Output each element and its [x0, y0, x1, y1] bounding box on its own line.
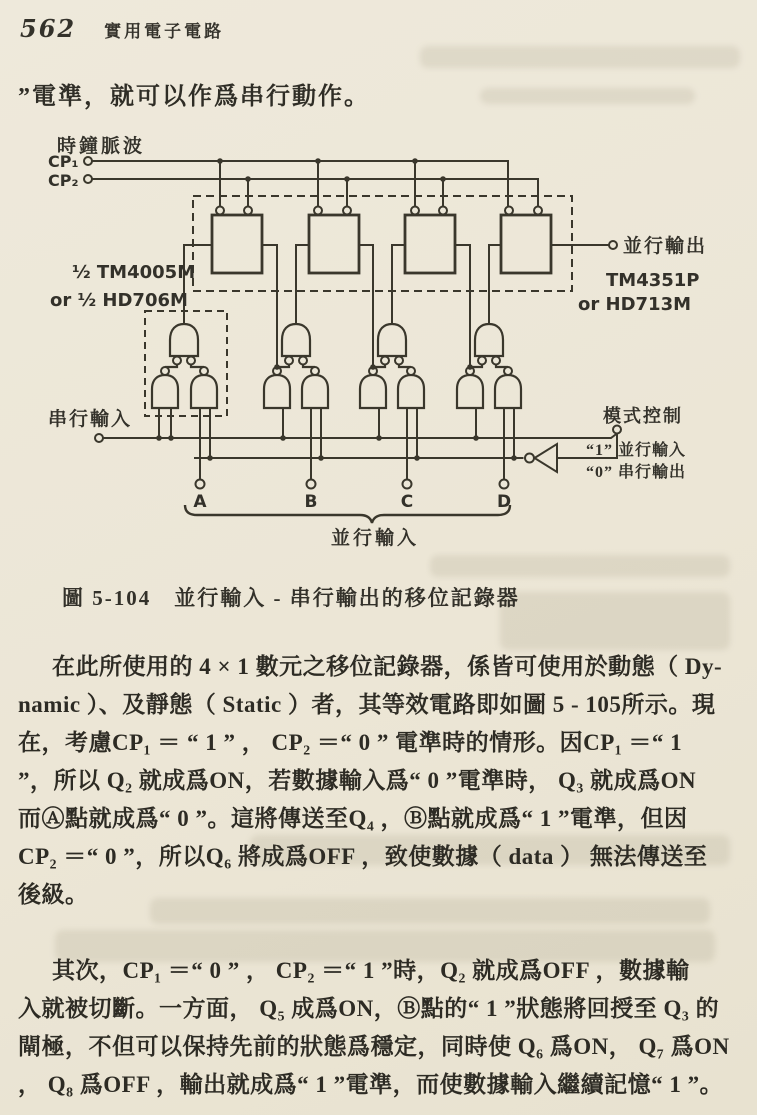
ic-boundary-gates-dashed [145, 311, 227, 416]
body-line: CP₂ ＝“ 0 ”，所以Q₆ 將成爲OFF ，致使數據（ data ） 無法傳送至 [18, 844, 708, 869]
mode-bus-stubs [159, 408, 476, 438]
cp1-label: CP₁ [48, 152, 79, 171]
gate-bubbles [161, 357, 512, 376]
terminal-b-label: B [304, 492, 318, 512]
cp1-terminal [84, 157, 92, 165]
cp2-terminal [84, 175, 92, 183]
terminal-b [307, 480, 316, 489]
terminal-c-label: C [400, 492, 414, 512]
mode-parallel-label: “1” 並行輸入 [586, 442, 687, 459]
stage3-output-wire [455, 245, 470, 367]
figure-caption: 圖 5-104 並行輸入 - 串行輸出的移位記錄器 [62, 586, 520, 610]
serial-mode-bus [103, 434, 617, 439]
cp1-wire [92, 161, 508, 206]
shift-register-circuit-diagram [0, 128, 757, 580]
body-line: 後級。 [18, 882, 89, 907]
inverted-bus-stubs [210, 408, 514, 458]
terminal-letters [193, 492, 511, 512]
mode-serial-label: “0” 串行輸出 [586, 464, 687, 481]
cp1-drops [220, 161, 415, 206]
terminal-d [500, 480, 509, 489]
intro-sentence: ”電準，就可以作爲串行動作。 [18, 84, 370, 110]
bleed-through-artifact [420, 46, 740, 68]
ic-right-label-line1: TM4351P [606, 270, 700, 291]
body-line: 在，考慮CP₁ ＝ “ 1 ” ， CP₂ ＝“ 0 ” 電準時的情形。因CP₁ ＝“ 1 [18, 730, 683, 755]
cp2-wire [92, 179, 538, 206]
terminal-a-label: A [193, 492, 207, 512]
stage2-feedback-wire [296, 245, 309, 324]
parallel-output-terminal [609, 241, 617, 249]
body-line: ， Q₈ 爲OFF ，輸出就成爲“ 1 ”電準，而使數據輸入繼續記憶“ 1 ”。 [18, 1072, 724, 1097]
parallel-input-drops [200, 408, 504, 480]
body-line: ”，所以 Q₂ 就成爲ON，若數據輸入爲“ 0 ”電準時， Q₃ 就成爲ON [18, 768, 697, 793]
stage1-output-wire [262, 245, 277, 367]
clock-input-bubbles [216, 207, 542, 215]
bleed-through-artifact [500, 592, 730, 650]
cp2-label: CP₂ [48, 171, 79, 190]
stage1-feedback-wire [184, 245, 212, 324]
ic-right-label-line2: or HD713M [578, 294, 692, 315]
body-line: 其次，CP₁ ＝“ 0 ” ， CP₂ ＝“ 1 ”時，Q₂ 就成爲OFF ，數據輸 [52, 958, 690, 983]
paragraph-2 [18, 952, 743, 1104]
mode-control-label: 模式控制 [603, 406, 683, 426]
terminal-a [196, 480, 205, 489]
parallel-output-label: 並行輸出 [623, 236, 708, 257]
book-title: 實用電子電路 [104, 22, 225, 41]
body-line: 在此所使用的 4 × 1 數元之移位記錄器，係皆可使用於動態（ Dy- [52, 654, 723, 679]
clock-pulse-label: 時鐘脈波 [57, 136, 146, 157]
cp2-drops [248, 179, 443, 206]
serial-input-label: 串行輸入 [48, 409, 133, 430]
ic-left-label-line1: ½ TM4005M [72, 262, 196, 283]
gate-clusters [152, 324, 521, 408]
body-line: 閘極，不但可以保持先前的狀態爲穩定，同時使 Q₆ 爲ON， Q₇ 爲ON [18, 1034, 730, 1059]
body-line: 而Ⓐ點就成爲“ 0 ”。這將傳送至Q₄ ，Ⓑ點就成爲“ 1 ”電準，但因 [18, 806, 688, 831]
mode-control-terminal [613, 426, 621, 434]
inverter-bubble [525, 454, 534, 463]
paragraph-1 [18, 648, 743, 914]
parallel-input-label: 並行輸入 [331, 528, 420, 549]
bleed-through-artifact [480, 88, 695, 104]
body-line: 入就被切斷。一方面， Q₅ 成爲ON，Ⓑ點的“ 1 ”狀態將回授至 Q₃ 的 [18, 996, 720, 1021]
page-header [20, 14, 224, 43]
terminal-d-label: D [496, 492, 512, 512]
stage3-feedback-wire [392, 245, 405, 324]
page-number: 562 [20, 14, 77, 43]
stage2-output-wire [359, 245, 373, 367]
serial-input-terminal [95, 434, 103, 442]
body-line: namic ）、及靜態（ Static ）者，其等效電路即如圖 5 - 105所示。現 [18, 692, 716, 717]
terminal-c [403, 480, 412, 489]
ic-left-label-line2: or ½ HD706M [50, 290, 188, 311]
parallel-input-brace [185, 505, 510, 523]
inverter-gate [535, 444, 558, 472]
stage4-feedback-wire [489, 245, 501, 324]
